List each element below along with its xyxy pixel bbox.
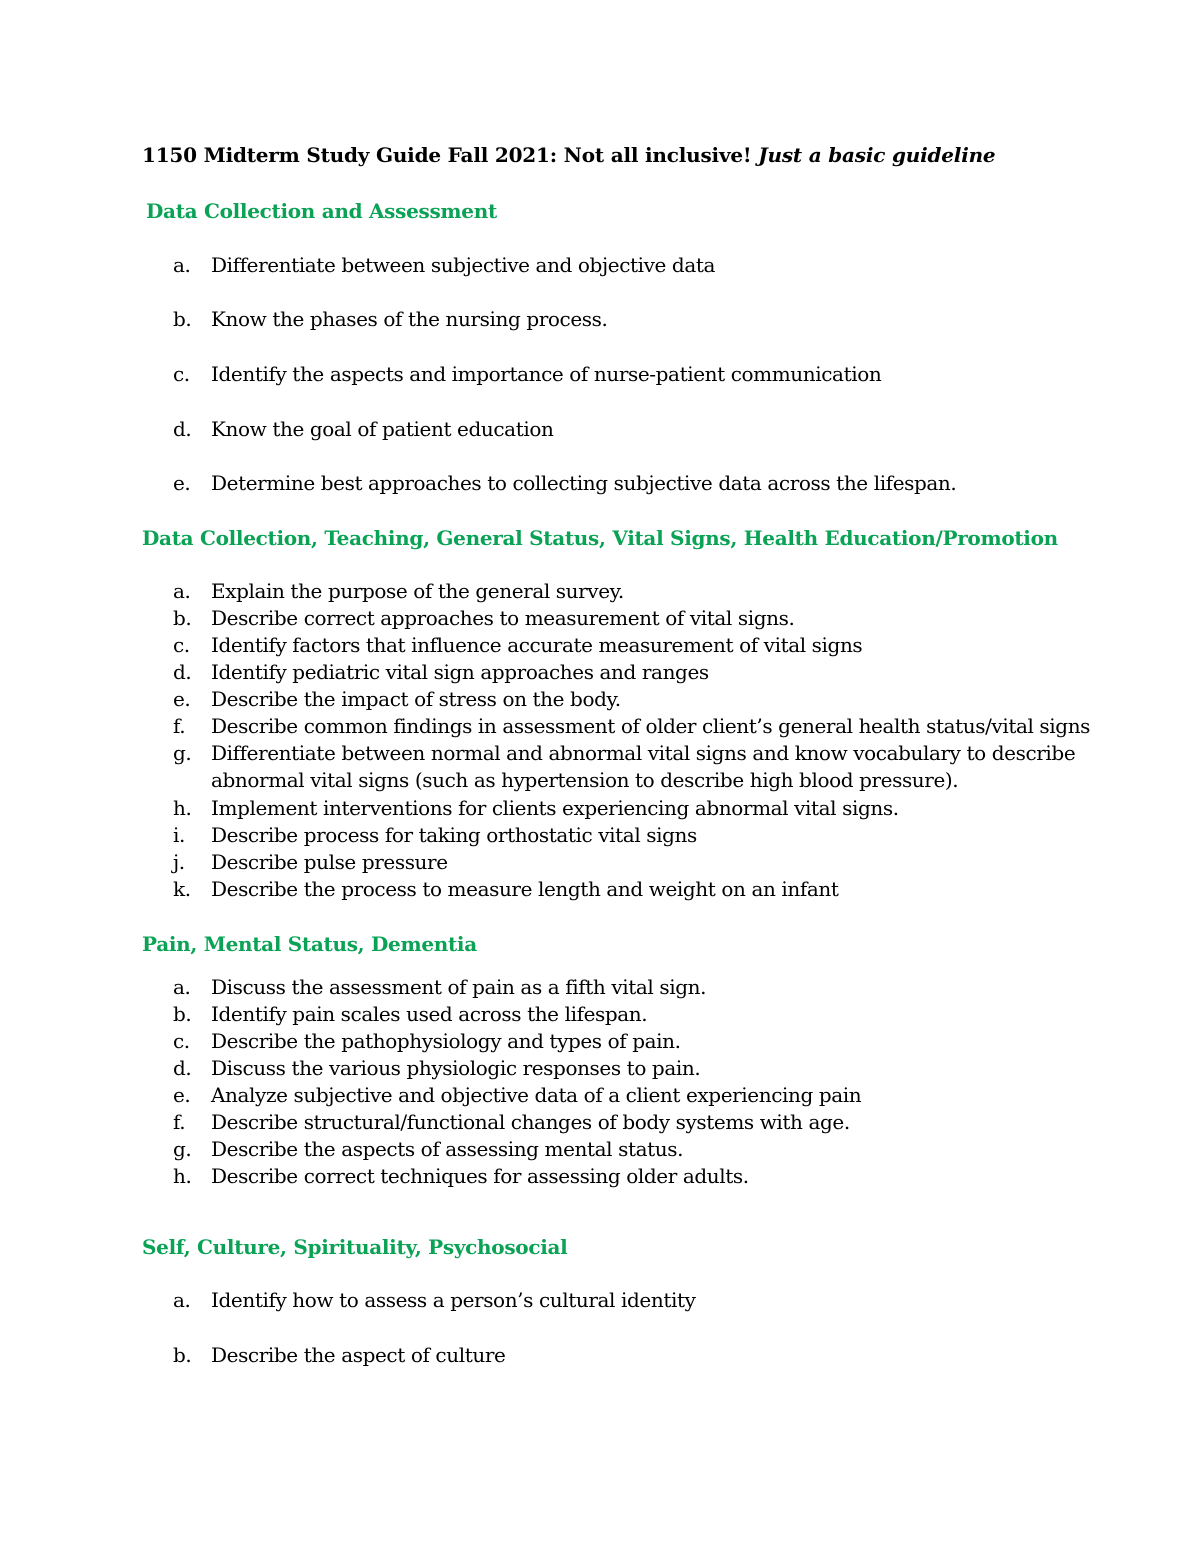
list-marker: b. [173, 1002, 192, 1026]
list-marker: a. [173, 1288, 191, 1312]
list-item-text: Identify the aspects and importance of nurse-patient communication [211, 362, 882, 386]
list-item-text: Identify pain scales used across the lifespan. [211, 1002, 648, 1026]
list-marker: d. [173, 1056, 192, 1080]
list-marker: e. [173, 1083, 191, 1107]
list-item-text: Identify factors that influence accurate measurement of vital signs [211, 633, 863, 657]
list-marker: a. [173, 253, 191, 277]
list-marker: f. [173, 1110, 186, 1134]
list-item-text: Explain the purpose of the general survey. [211, 579, 624, 603]
list-marker: a. [173, 579, 191, 603]
list-item-text: Describe correct techniques for assessing older adults. [211, 1164, 749, 1188]
list-item-text: Describe common findings in assessment of older client’s general health status/vital signs [211, 714, 1091, 738]
list-item-text: Describe structural/functional changes of body systems with age. [211, 1110, 850, 1134]
list-item-text: Describe the impact of stress on the body. [211, 687, 621, 711]
list-marker: a. [173, 975, 191, 999]
list-marker: e. [173, 687, 191, 711]
list-item-text: Describe correct approaches to measurement of vital signs. [211, 606, 795, 630]
list-item-text: Know the goal of patient education [211, 417, 554, 441]
list-item-text: Describe pulse pressure [211, 850, 448, 874]
list-marker: c. [173, 362, 190, 386]
list-item-text: Discuss the various physiologic responses to pain. [211, 1056, 701, 1080]
document-title [142, 143, 995, 167]
list-item-text: Identify pediatric vital sign approaches and ranges [211, 660, 709, 684]
list-marker: e. [173, 471, 191, 495]
list-item-text: Describe process for taking orthostatic vital signs [211, 823, 697, 847]
section-heading-vital-signs: Data Collection, Teaching, General Status, Vital Signs, Health Education/Promotion [142, 526, 1058, 550]
list-marker: g. [173, 1137, 192, 1161]
list-marker: f. [173, 714, 186, 738]
list-item-text: Know the phases of the nursing process. [211, 307, 608, 331]
list-item-text: Implement interventions for clients experiencing abnormal vital signs. [211, 796, 899, 820]
section-heading-pain-mental-status: Pain, Mental Status, Dementia [142, 932, 477, 956]
document-title-main: 1150 Midterm Study Guide Fall 2021: Not all inclusive! [142, 143, 759, 167]
list-item-text: Analyze subjective and objective data of a client experiencing pain [211, 1083, 862, 1107]
list-item-text: Describe the pathophysiology and types of pain. [211, 1029, 681, 1053]
list-marker: c. [173, 633, 190, 657]
list-marker: c. [173, 1029, 190, 1053]
list-marker: b. [173, 307, 192, 331]
list-marker: d. [173, 417, 192, 441]
list-marker: b. [173, 1343, 192, 1367]
list-item-text-continuation: abnormal vital signs (such as hypertension to describe high blood pressure). [211, 768, 959, 792]
document-title-italic: Just a basic guideline [758, 143, 996, 167]
list-item-text: Identify how to assess a person’s cultural identity [211, 1288, 696, 1312]
list-item-text: Describe the aspects of assessing mental status. [211, 1137, 684, 1161]
list-marker: d. [173, 660, 192, 684]
list-marker: g. [173, 741, 192, 765]
list-item-text: Describe the aspect of culture [211, 1343, 506, 1367]
list-marker: b. [173, 606, 192, 630]
list-marker: i. [173, 823, 185, 847]
list-item-text: Describe the process to measure length and weight on an infant [211, 877, 839, 901]
section-heading-self-culture: Self, Culture, Spirituality, Psychosocial [142, 1235, 568, 1259]
list-item-text: Differentiate between normal and abnormal vital signs and know vocabulary to describe [211, 741, 1076, 765]
list-item-text: Discuss the assessment of pain as a fifth vital sign. [211, 975, 707, 999]
section-heading-data-collection-assessment: Data Collection and Assessment [146, 199, 497, 223]
list-marker: k. [173, 877, 191, 901]
list-marker: h. [173, 796, 192, 820]
list-marker: j. [173, 850, 185, 874]
list-item-text: Differentiate between subjective and objective data [211, 253, 716, 277]
list-item-text: Determine best approaches to collecting subjective data across the lifespan. [211, 471, 957, 495]
list-marker: h. [173, 1164, 192, 1188]
